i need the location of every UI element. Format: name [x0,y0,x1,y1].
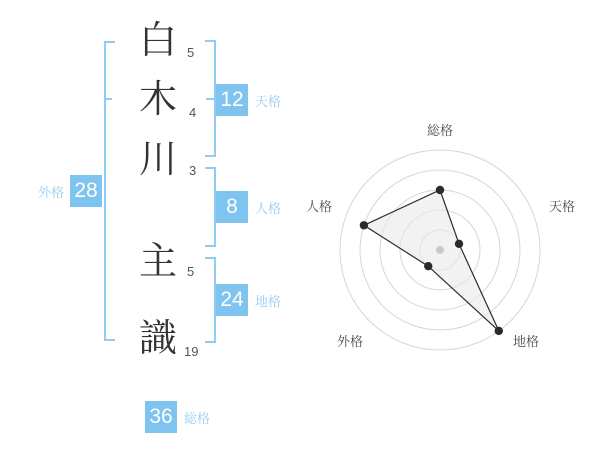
soukaku-label: 総格 [184,410,211,426]
jinkaku-value-badge: 8 [216,191,248,223]
stroke-count-2: 4 [189,105,197,120]
gaikaku-value-badge: 28 [70,175,102,207]
stroke-count-4: 5 [187,264,195,279]
stroke-count-3: 3 [189,163,197,178]
radar-axis-label-soukaku: 総格 [426,123,453,138]
chikaku-bracket [205,257,216,343]
gaikaku-bracket [104,41,115,341]
name-char-3: 川 [138,139,177,181]
gaikaku-label: 外格 [38,184,65,200]
gaikaku-bracket-tick [106,98,112,100]
chikaku-label: 地格 [255,293,282,309]
soukaku-value-badge: 36 [145,401,177,433]
gaikaku-row [38,175,102,207]
name-char-1: 白 [138,20,177,62]
radar-axis-label-chikaku: 地格 [512,334,539,349]
tenkaku-value-badge: 12 [216,84,248,116]
tenkaku-bracket-tick [206,98,215,100]
jinkaku-label: 人格 [255,200,282,216]
name-char-4: 主 [138,241,177,283]
radar-axis-label-tenkaku: 天格 [548,199,575,214]
tenkaku-row [216,84,281,116]
soukaku-row [145,401,210,433]
chikaku-value-badge: 24 [216,284,248,316]
stroke-count-5: 19 [184,344,199,359]
radar-axis-label-jinkaku: 人格 [305,199,332,214]
radar-axis-label-gaikaku: 外格 [336,334,363,349]
chikaku-row [216,284,281,316]
jinkaku-row [216,191,281,223]
stroke-count-1: 5 [187,45,195,60]
jinkaku-bracket [205,167,216,247]
tenkaku-label: 天格 [255,93,282,109]
name-char-5: 識 [138,318,177,360]
name-char-2: 木 [138,79,177,121]
